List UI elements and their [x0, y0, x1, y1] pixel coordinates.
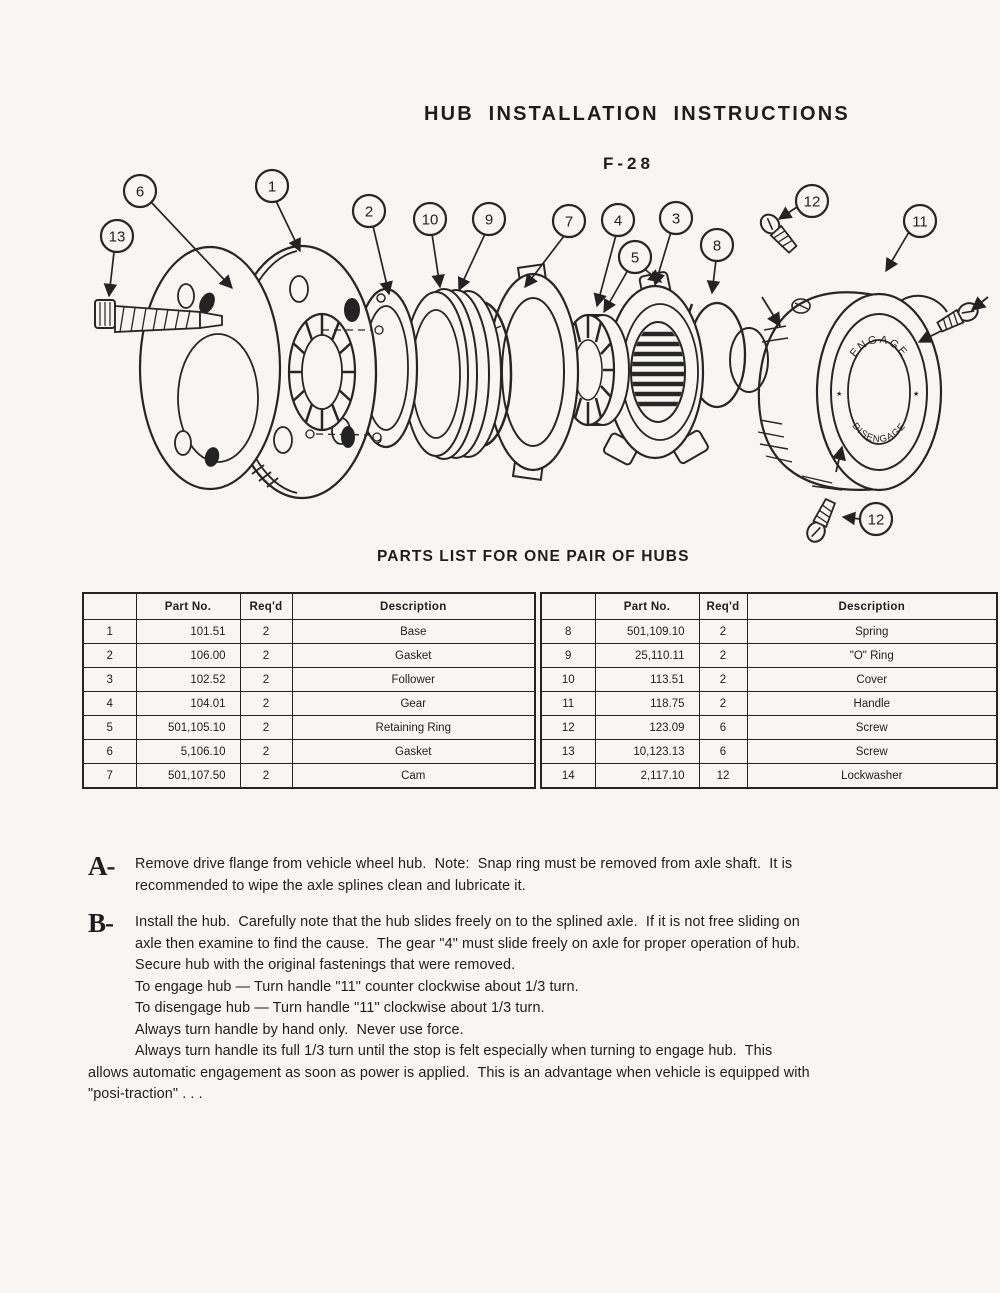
table-cell: Spring [747, 620, 997, 644]
table-cell: 501,105.10 [136, 716, 240, 740]
instruction-line: To engage hub — Turn handle "11" counter clockwise about 1/3 turn. [135, 978, 579, 995]
cap-star-icon: ★ [913, 391, 920, 398]
part-screw-bottom [804, 498, 838, 545]
table-header-row [83, 593, 535, 620]
callout-12 [796, 185, 828, 217]
callout-13 [101, 220, 133, 252]
svg-text:9: 9 [484, 211, 494, 229]
table-row [83, 692, 535, 716]
table-row [541, 764, 997, 789]
table-cell: Screw [747, 740, 997, 764]
parts-list-title: PARTS LIST FOR ONE PAIR OF HUBS [377, 548, 690, 565]
table-cell: "O" Ring [747, 644, 997, 668]
table-cell: Retaining Ring [292, 716, 535, 740]
svg-text:4: 4 [613, 212, 623, 230]
table-cell: Gasket [292, 644, 535, 668]
table-row [83, 644, 535, 668]
callout-9 [473, 203, 505, 235]
instruction-line: Secure hub with the original fastenings that were removed. [135, 957, 516, 973]
table-cell: 2 [240, 740, 292, 764]
callout-12 [860, 503, 892, 535]
part-gasket-6 [140, 247, 280, 489]
svg-text:6: 6 [135, 183, 145, 201]
table-row [83, 716, 535, 740]
table-cell: 2 [240, 620, 292, 644]
callout-7 [553, 205, 585, 237]
exploded-diagram [0, 160, 1000, 560]
cap-star-icon: ★ [836, 391, 843, 398]
page-title: HUB INSTALLATION INSTRUCTIONS [424, 103, 850, 125]
parts-table-left [82, 592, 536, 789]
table-row [83, 668, 535, 692]
table-cell: 14 [541, 764, 595, 789]
table-cell: 13 [541, 740, 595, 764]
table-cell: 2 [240, 668, 292, 692]
table-row [541, 716, 997, 740]
table-cell: Base [292, 620, 535, 644]
part-handle-cover [758, 292, 947, 490]
model-number: F-28 [603, 154, 654, 173]
callout-6 [124, 175, 156, 207]
column-header: Part No. [595, 593, 699, 620]
table-row [541, 668, 997, 692]
table-cell: 11 [541, 692, 595, 716]
column-header [541, 593, 595, 620]
instruction-line: axle then examine to find the cause. The gear "4" must slide freely on axle for proper operation of hub. [135, 935, 801, 952]
instruction-line: recommended to wipe the axle splines clean and lubricate it. [135, 877, 526, 894]
svg-text:12: 12 [867, 511, 885, 529]
column-header: Description [747, 593, 997, 620]
table-cell: Handle [747, 692, 997, 716]
table-cell: Screw [747, 716, 997, 740]
table-cell: 1 [83, 620, 136, 644]
callout-2 [353, 195, 385, 227]
table-cell: Cam [292, 764, 535, 789]
svg-text:10: 10 [421, 211, 439, 229]
table-cell: 6 [699, 716, 747, 740]
svg-text:5: 5 [630, 249, 640, 267]
table-row [541, 740, 997, 764]
table-cell: 101.51 [136, 620, 240, 644]
table-cell: 3 [83, 668, 136, 692]
callout-10 [414, 203, 446, 235]
callout-5 [619, 241, 651, 273]
table-cell: 8 [541, 620, 595, 644]
table-cell: 6 [83, 740, 136, 764]
column-header: Description [292, 593, 535, 620]
table-row [83, 620, 535, 644]
table-row [83, 764, 535, 789]
table-cell: 2 [699, 692, 747, 716]
instruction-line: "posi-traction" . . . [88, 1086, 203, 1102]
table-cell: 106.00 [136, 644, 240, 668]
instruction-line: Install the hub. Carefully note that the hub slides freely on to the splined axle. If it is not free sliding on [135, 914, 800, 930]
table-row [541, 620, 997, 644]
table-cell: 2 [699, 620, 747, 644]
table-cell: 123.09 [595, 716, 699, 740]
table-cell: 118.75 [595, 692, 699, 716]
callout-1 [256, 170, 288, 202]
parts-table-right [540, 592, 998, 789]
part-screw-top [757, 211, 799, 255]
callout-4 [602, 204, 634, 236]
table-cell: 2 [699, 668, 747, 692]
table-cell: Lockwasher [747, 764, 997, 789]
step-b-text [88, 912, 810, 1106]
callout-11 [904, 205, 936, 237]
table-cell: 2 [240, 716, 292, 740]
step-a-label: A- [88, 851, 115, 881]
table-cell: 12 [699, 764, 747, 789]
table-cell: 12 [541, 716, 595, 740]
svg-text:13: 13 [108, 228, 126, 246]
table-cell: 501,107.50 [136, 764, 240, 789]
svg-text:11: 11 [912, 213, 928, 231]
table-cell: 2 [240, 764, 292, 789]
svg-text:1: 1 [267, 178, 277, 196]
table-cell: 5,106.10 [136, 740, 240, 764]
instruction-line: Remove drive flange from vehicle wheel hub. Note: Snap ring must be removed from axle shaft. It is [135, 856, 793, 872]
column-header: Part No. [136, 593, 240, 620]
column-header: Req'd [699, 593, 747, 620]
table-row [83, 740, 535, 764]
table-row [541, 692, 997, 716]
table-cell: 10 [541, 668, 595, 692]
step-a-text [135, 854, 792, 897]
svg-text:7: 7 [564, 213, 574, 231]
table-row [541, 644, 997, 668]
table-cell: 4 [83, 692, 136, 716]
table-cell: 102.52 [136, 668, 240, 692]
step-b-label: B- [88, 908, 113, 938]
table-cell: 5 [83, 716, 136, 740]
part-cover [404, 289, 501, 459]
instruction-line: Always turn handle its full 1/3 turn until the stop is felt especially when turning to engage hub. This [135, 1043, 773, 1059]
table-cell: 10,123.13 [595, 740, 699, 764]
table-cell: Gasket [292, 740, 535, 764]
svg-text:2: 2 [364, 203, 374, 221]
svg-text:3: 3 [671, 210, 681, 228]
svg-text:12: 12 [803, 193, 821, 211]
hub-cap-engage-text: ENGAGE [847, 333, 911, 360]
table-cell: Cover [747, 668, 997, 692]
table-cell: 113.51 [595, 668, 699, 692]
column-header: Req'd [240, 593, 292, 620]
table-cell: 9 [541, 644, 595, 668]
column-header [83, 593, 136, 620]
table-cell: 7 [83, 764, 136, 789]
callout-8 [701, 229, 733, 261]
callout-3 [660, 202, 692, 234]
table-cell: 2 [699, 644, 747, 668]
table-cell: 2 [83, 644, 136, 668]
table-header-row [541, 593, 997, 620]
instruction-line: To disengage hub — Turn handle "11" clockwise about 1/3 turn. [135, 1000, 545, 1016]
instruction-line: allows automatic engagement as soon as power is applied. This is an advantage when vehicle is equipped with [88, 1064, 810, 1081]
table-cell: 2 [240, 644, 292, 668]
svg-text:8: 8 [712, 237, 722, 255]
table-cell: 501,109.10 [595, 620, 699, 644]
hub-cap-disengage-text: DISENGAGE [849, 420, 909, 446]
table-cell: 2 [240, 692, 292, 716]
table-cell: 2,117.10 [595, 764, 699, 789]
table-cell: 6 [699, 740, 747, 764]
table-cell: Gear [292, 692, 535, 716]
instruction-line: Always turn handle by hand only. Never use force. [135, 1021, 464, 1038]
table-cell: Follower [292, 668, 535, 692]
table-cell: 25,110.11 [595, 644, 699, 668]
table-cell: 104.01 [136, 692, 240, 716]
